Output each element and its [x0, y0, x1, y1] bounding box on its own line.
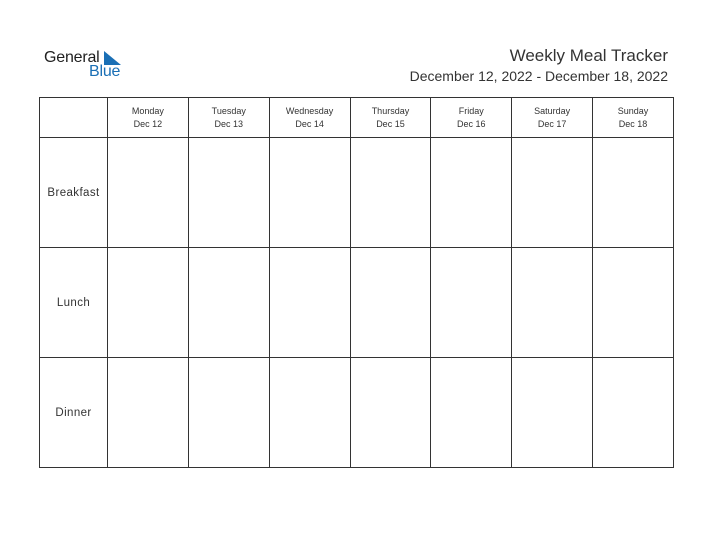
day-date: Dec 17	[537, 118, 567, 129]
meal-cell[interactable]	[108, 358, 189, 468]
meal-cell[interactable]	[269, 138, 350, 248]
day-name: Friday	[458, 105, 484, 116]
meal-cell[interactable]	[593, 248, 674, 358]
day-header-wednesday	[269, 98, 350, 138]
meal-cell[interactable]	[512, 138, 593, 248]
day-header-friday	[431, 98, 512, 138]
day-name: Sunday	[617, 105, 649, 116]
day-header-monday	[108, 98, 189, 138]
meal-cell[interactable]	[593, 138, 674, 248]
brand-word-general: General	[44, 49, 100, 66]
day-header-thursday	[350, 98, 431, 138]
meal-cell[interactable]	[593, 358, 674, 468]
day-name: Thursday	[371, 105, 410, 116]
meal-label: Breakfast	[40, 138, 108, 248]
day-name: Wednesday	[285, 105, 334, 116]
meal-cell[interactable]	[188, 138, 269, 248]
header-row	[40, 98, 674, 138]
day-date: Dec 12	[133, 118, 163, 129]
day-date: Dec 13	[214, 118, 244, 129]
day-name: Saturday	[534, 105, 571, 116]
meal-cell[interactable]	[269, 358, 350, 468]
day-date: Dec 15	[376, 118, 405, 129]
meal-tracker-table	[39, 97, 674, 468]
meal-cell[interactable]	[350, 358, 431, 468]
day-name: Monday	[131, 105, 164, 116]
meal-cell[interactable]	[512, 248, 593, 358]
meal-cell[interactable]	[188, 248, 269, 358]
meal-cell[interactable]	[431, 138, 512, 248]
meal-cell[interactable]	[188, 358, 269, 468]
meal-row-dinner	[40, 358, 674, 468]
meal-cell[interactable]	[350, 138, 431, 248]
meal-cell[interactable]	[431, 248, 512, 358]
meal-row-breakfast	[40, 138, 674, 248]
meal-cell[interactable]	[431, 358, 512, 468]
meal-label: Dinner	[40, 358, 108, 468]
brand-word-blue: Blue	[89, 63, 121, 80]
day-date: Dec 14	[295, 118, 324, 129]
meal-row-lunch	[40, 248, 674, 358]
day-header-sunday	[593, 98, 674, 138]
meal-label: Lunch	[40, 248, 108, 358]
meal-cell[interactable]	[512, 358, 593, 468]
meal-cell[interactable]	[108, 248, 189, 358]
day-name: Tuesday	[211, 105, 246, 116]
day-header-saturday	[512, 98, 593, 138]
meal-cell[interactable]	[350, 248, 431, 358]
date-range: December 12, 2022 - December 18, 2022	[409, 68, 668, 84]
corner-cell	[40, 98, 108, 138]
meal-cell[interactable]	[269, 248, 350, 358]
day-date: Dec 16	[457, 118, 486, 129]
page-title: Weekly Meal Tracker	[509, 46, 668, 65]
day-header-tuesday	[188, 98, 269, 138]
day-date: Dec 18	[618, 118, 648, 129]
meal-cell[interactable]	[108, 138, 189, 248]
brand-logo	[44, 49, 134, 83]
